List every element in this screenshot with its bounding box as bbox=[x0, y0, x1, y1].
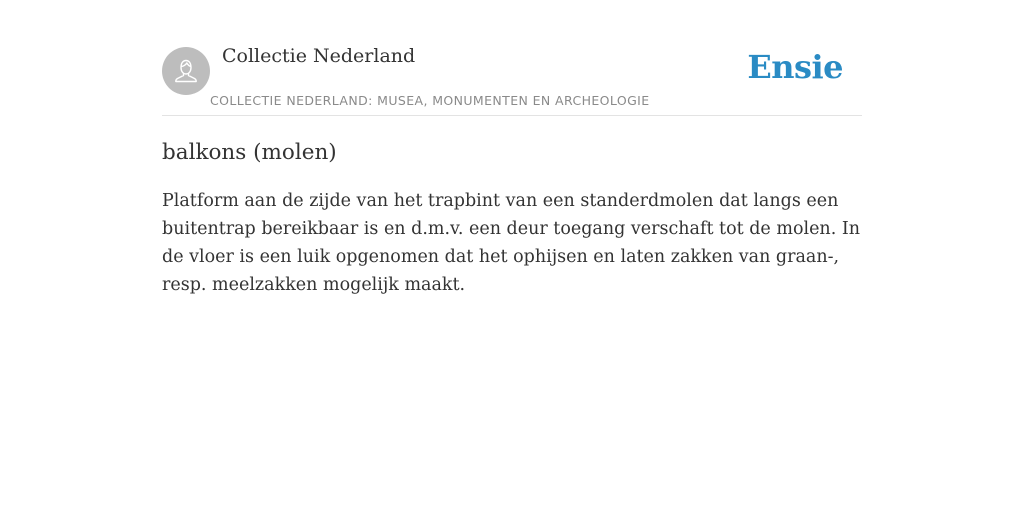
ensie-logo[interactable]: Ensie bbox=[747, 48, 843, 86]
entry-header bbox=[162, 0, 862, 116]
author-avatar[interactable] bbox=[162, 47, 210, 95]
user-icon bbox=[171, 56, 201, 86]
entry-term: balkons (molen) bbox=[162, 140, 337, 165]
collection-name-link[interactable]: COLLECTIE NEDERLAND: MUSEA, MONUMENTEN EN ARCHEOLOGIE bbox=[210, 93, 650, 108]
author-name-link[interactable]: Collectie Nederland bbox=[222, 45, 416, 67]
entry-definition: Platform aan de zijde van het trapbint van een standerdmolen dat langs een buitentrap bereikbaar is en d.m.v. een deur toegang verschaft tot de molen. In de vloer is een luik opgenomen dat het ophijsen en laten zakken van graan-, resp. meelzakken mogelijk maakt. bbox=[162, 191, 861, 295]
page-container bbox=[162, 0, 862, 299]
